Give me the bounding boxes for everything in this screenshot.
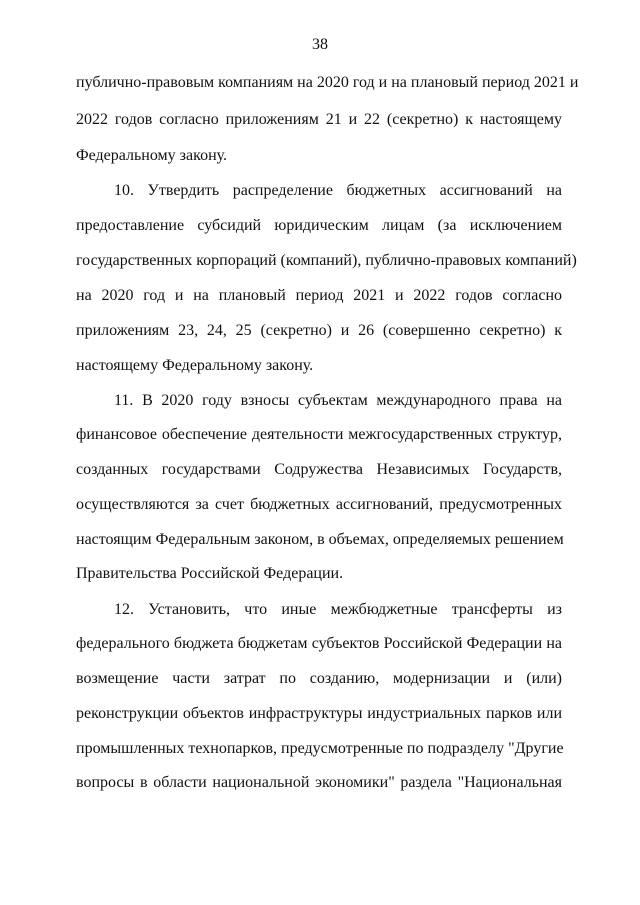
text-line: приложениям 23, 24, 25 (секретно) и 26 (совершенно секретно) к <box>76 322 562 339</box>
text-line: настоящим Федеральным законом, в объемах, определяемых решением <box>76 531 564 548</box>
text-line: 12. Установить, что иные межбюджетные трансферты из <box>114 601 562 618</box>
text-line: Правительства Российской Федерации. <box>76 565 344 582</box>
text-line: промышленных технопарков, предусмотренные по подразделу "Другие <box>76 740 564 757</box>
text-line: публично-правовым компаниям на 2020 год и на плановый период 2021 и <box>76 74 579 91</box>
text-line: созданных государствами Содружества Независимых Государств, <box>76 461 562 478</box>
text-line: федерального бюджета бюджетам субъектов Российской Федерации на <box>76 635 562 652</box>
text-line: 10. Утвердить распределение бюджетных ассигнований на <box>114 182 562 199</box>
text-line: предоставление субсидий юридическим лицам (за исключением <box>76 217 562 234</box>
text-line: на 2020 год и на плановый период 2021 и 2022 годов согласно <box>76 287 562 304</box>
text-line: возмещение части затрат по созданию, модернизации и (или) <box>76 670 562 687</box>
page-number: 38 <box>312 36 328 53</box>
text-line: государственных корпораций (компаний), публично-правовых компаний) <box>76 252 577 269</box>
text-line: финансовое обеспечение деятельности межгосударственных структур, <box>76 426 562 443</box>
text-line: реконструкции объектов инфраструктуры индустриальных парков или <box>76 705 562 722</box>
text-line: осуществляются за счет бюджетных ассигнований, предусмотренных <box>76 496 562 513</box>
text-line: настоящему Федеральному закону. <box>76 357 314 374</box>
text-line: 2022 годов согласно приложениям 21 и 22 (секретно) к настоящему <box>76 111 562 128</box>
text-line: вопросы в области национальной экономики" раздела "Национальная <box>76 774 562 791</box>
text-line: Федеральному закону. <box>76 147 228 164</box>
text-line: 11. В 2020 году взносы субъектам международного права на <box>114 392 562 409</box>
